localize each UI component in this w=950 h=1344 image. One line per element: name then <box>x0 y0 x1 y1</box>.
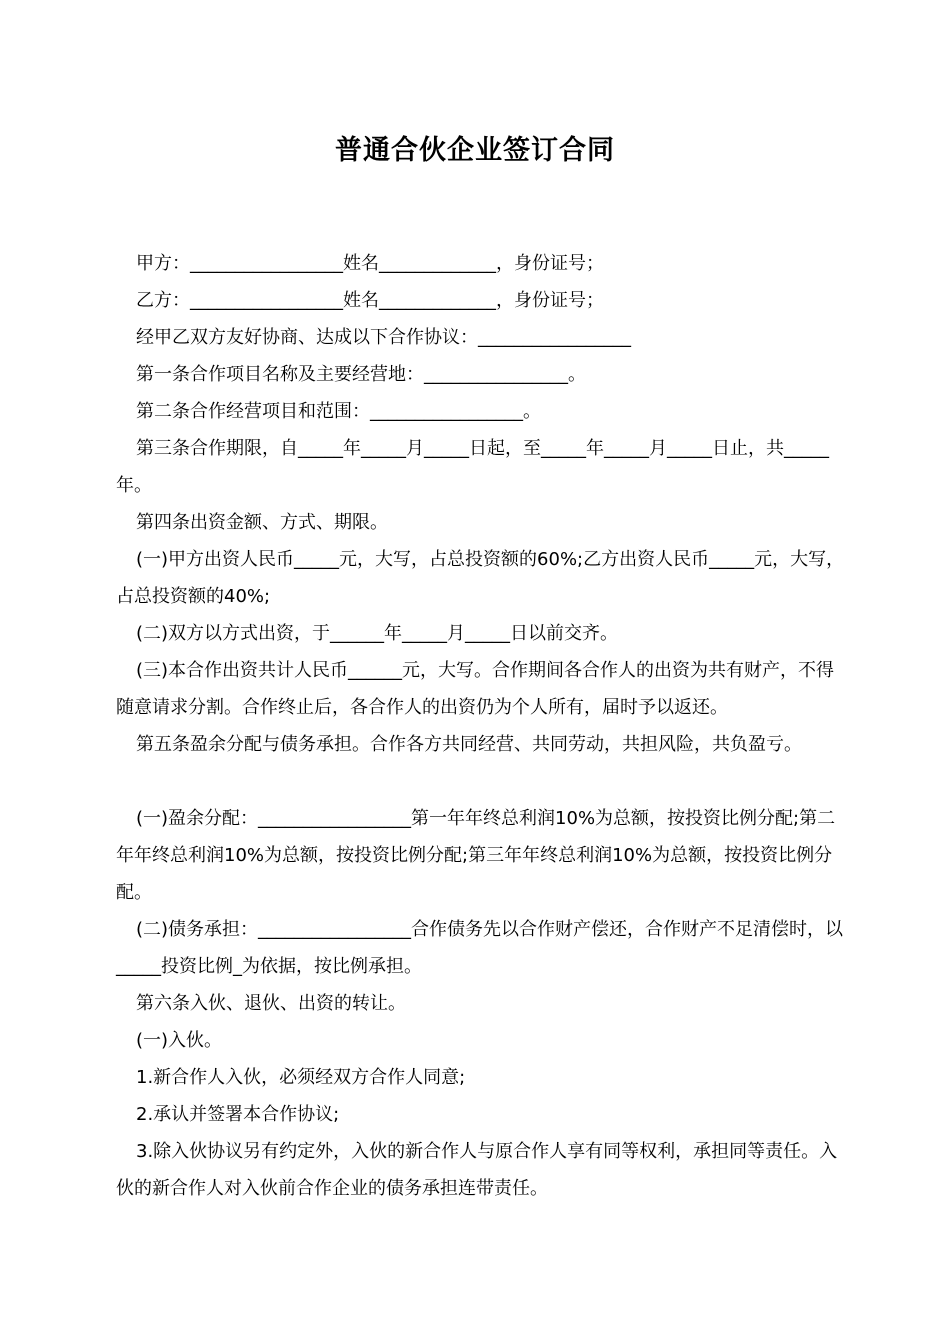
clause-article-5: 第五条盈余分配与债务承担。合作各方共同经营、共同劳动，共担风险，共负盈亏。 <box>136 734 802 755</box>
clause-article-5-item-2: (二)债务承担：_________________合作债务先以合作财产偿还，合作财产不足清偿时，以_____投资比例_为依据，按比例承担。 <box>116 919 844 977</box>
clause-article-4: 第四条出资金额、方式、期限。 <box>136 512 388 533</box>
clause-article-2: 第二条合作经营项目和范围：_________________。 <box>136 401 541 422</box>
clause-article-5-item-1: (一)盈余分配：_________________第一年年终总利润10%为总额，按投资比例分配;第二年年终总利润10%为总额，按投资比例分配;第三年年终总利润10%为总额，按投资比例分配。 <box>116 808 836 903</box>
document-body <box>116 245 850 1207</box>
clause-article-3: 第三条合作期限，自_____年_____月_____日起，至_____年_____月_____日止，共_____年。 <box>116 438 829 496</box>
clause-article-4-item-3: (三)本合作出资共计人民币______元，大写。合作期间各合作人的出资为共有财产，不得随意请求分割。合作终止后，各合作人的出资仍为个人所有，届时予以返还。 <box>116 660 835 718</box>
clause-article-1: 第一条合作项目名称及主要经营地：________________。 <box>136 364 586 385</box>
clause-party-b: 乙方：_________________姓名_____________，身份证号； <box>136 290 604 311</box>
clause-article-6-point-3: 3.除入伙协议另有约定外，入伙的新合作人与原合作人享有同等权利，承担同等责任。入伙的新合作人对入伙前合作企业的债务承担连带责任。 <box>116 1141 838 1199</box>
clause-article-4-item-2: (二)双方以方式出资，于______年_____月_____日以前交齐。 <box>136 623 619 644</box>
clause-article-6-point-1: 1.新合作人入伙，必须经双方合作人同意; <box>136 1067 466 1088</box>
clause-article-4-item-1: (一)甲方出资人民币_____元，大写，占总投资额的60%;乙方出资人民币_____元，大写，占总投资额的40%; <box>116 549 845 607</box>
document-title: 普通合伙企业签订合同 <box>335 135 615 166</box>
clause-article-6-point-2: 2.承认并签署本合作协议; <box>136 1104 340 1125</box>
clause-party-a: 甲方：_________________姓名_____________，身份证号； <box>136 253 604 274</box>
clause-agreement-intro: 经甲乙双方友好协商、达成以下合作协议：_________________ <box>136 327 631 348</box>
clause-article-6: 第六条入伙、退伙、出资的转让。 <box>136 993 406 1014</box>
clause-article-6-item-1: (一)入伙。 <box>136 1030 223 1051</box>
